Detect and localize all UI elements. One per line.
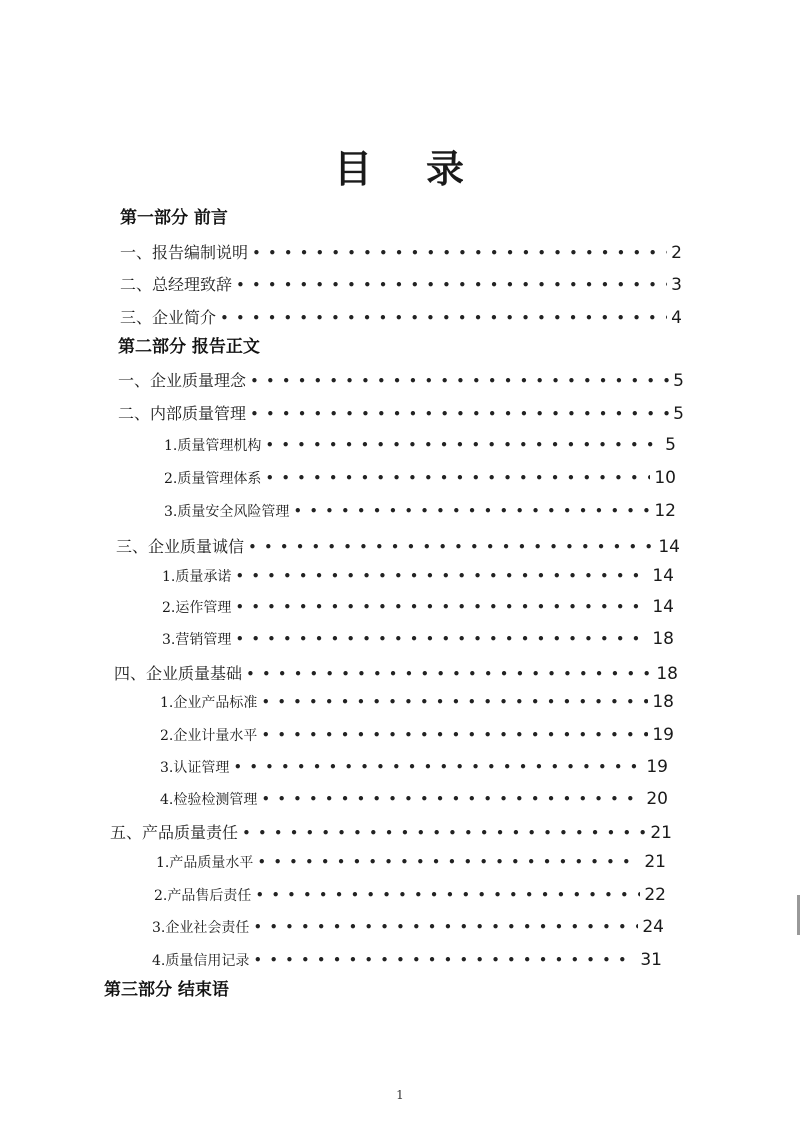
page-title xyxy=(0,138,800,193)
page-number: 21 xyxy=(650,823,672,843)
toc-subentry: 4. 质量信用记录 ••••• 31 xyxy=(152,950,662,978)
toc-subentry: 3. 质量安全风险管理 ••••• 12 xyxy=(164,501,676,529)
leader-dots xyxy=(257,853,640,871)
page-number: 18 xyxy=(652,629,674,649)
leader-dots xyxy=(253,918,638,936)
toc-subentry: 2. 产品售后责任 ••••• 22 xyxy=(154,885,666,913)
toc-entry: 一、 报告编制说明 ••••• 2 xyxy=(120,240,682,268)
leader-dots xyxy=(250,372,669,390)
page-number: 5 xyxy=(673,404,684,424)
page-folio: 1 xyxy=(396,1088,404,1102)
toc-subentry: 4. 检验检测管理 ••••• 20 xyxy=(160,789,668,817)
leader-dots xyxy=(235,598,648,616)
title-char-2: 录 xyxy=(426,147,467,191)
page-number: 24 xyxy=(642,917,664,937)
leader-dots xyxy=(235,567,648,585)
page-number: 3 xyxy=(671,275,682,295)
toc-subentry: 3. 认证管理 ••••• 19 xyxy=(160,757,668,785)
toc-entry: 二、 总经理致辞 ••••• 3 xyxy=(120,272,682,300)
page-number: 4 xyxy=(671,308,682,328)
toc-subentry: 1. 企业产品标准 ••••• 18 xyxy=(160,692,674,720)
leader-dots xyxy=(235,630,648,648)
leader-dots xyxy=(248,538,654,556)
toc-entry: 一、 企业质量理念 ••••• 5 xyxy=(118,368,684,396)
part-heading-2: 第二部分 报告正文 xyxy=(118,337,260,357)
toc-entry: 三、 企业简介 ••••• 4 xyxy=(120,305,682,333)
leader-dots xyxy=(261,693,648,711)
toc-subentry: 3. 企业社会责任 ••••• 24 xyxy=(152,917,664,945)
leader-dots xyxy=(261,726,648,744)
leader-dots xyxy=(250,405,669,423)
title-char-1: 目 xyxy=(333,147,374,191)
page-number: 19 xyxy=(652,725,674,745)
page-number: 31 xyxy=(640,950,662,970)
toc-subentry: 2. 运作管理 ••••• 14 xyxy=(162,597,674,625)
leader-dots xyxy=(261,790,642,808)
leader-dots xyxy=(220,309,667,327)
leader-dots xyxy=(252,244,667,262)
part-heading-3: 第三部分 结束语 xyxy=(104,980,229,1000)
toc-subentry: 1. 质量管理机构 ••••• 5 xyxy=(164,435,676,463)
leader-dots xyxy=(246,665,652,683)
toc-subentry: 2. 质量管理体系 ••••• 10 xyxy=(164,468,676,496)
page-number: 2 xyxy=(671,243,682,263)
page-number: 14 xyxy=(658,537,680,557)
toc-entry: 五、 产品质量责任 ••••• 21 xyxy=(110,820,672,848)
page-number: 14 xyxy=(652,597,674,617)
part-heading-1: 第一部分 前言 xyxy=(120,208,228,228)
page-number: 18 xyxy=(656,664,678,684)
leader-dots xyxy=(265,436,661,454)
toc-entry: 四、 企业质量基础 ••••• 18 xyxy=(114,661,678,689)
toc-subentry: 3. 营销管理 ••••• 18 xyxy=(162,629,674,657)
leader-dots xyxy=(293,502,650,520)
page-number: 5 xyxy=(673,371,684,391)
page-number: 21 xyxy=(644,852,666,872)
toc-subentry: 1. 产品质量水平 ••••• 21 xyxy=(156,852,666,880)
toc-entry: 二、 内部质量管理 ••••• 5 xyxy=(118,401,684,429)
leader-dots xyxy=(233,758,642,776)
page-number: 14 xyxy=(652,566,674,586)
page-number: 22 xyxy=(644,885,666,905)
page-number: 19 xyxy=(646,757,668,777)
page-number: 10 xyxy=(654,468,676,488)
leader-dots xyxy=(242,824,646,842)
toc-subentry: 1. 质量承诺 ••••• 14 xyxy=(162,566,674,594)
page-number: 5 xyxy=(665,435,676,455)
leader-dots xyxy=(265,469,650,487)
toc-subentry: 2. 企业计量水平 ••••• 19 xyxy=(160,725,674,753)
leader-dots xyxy=(255,886,640,904)
leader-dots xyxy=(253,951,636,969)
page-number: 12 xyxy=(654,501,676,521)
page-number: 18 xyxy=(652,692,674,712)
page-number: 20 xyxy=(646,789,668,809)
toc-entry: 三、 企业质量诚信 ••••• 14 xyxy=(116,534,680,562)
leader-dots xyxy=(236,276,667,294)
